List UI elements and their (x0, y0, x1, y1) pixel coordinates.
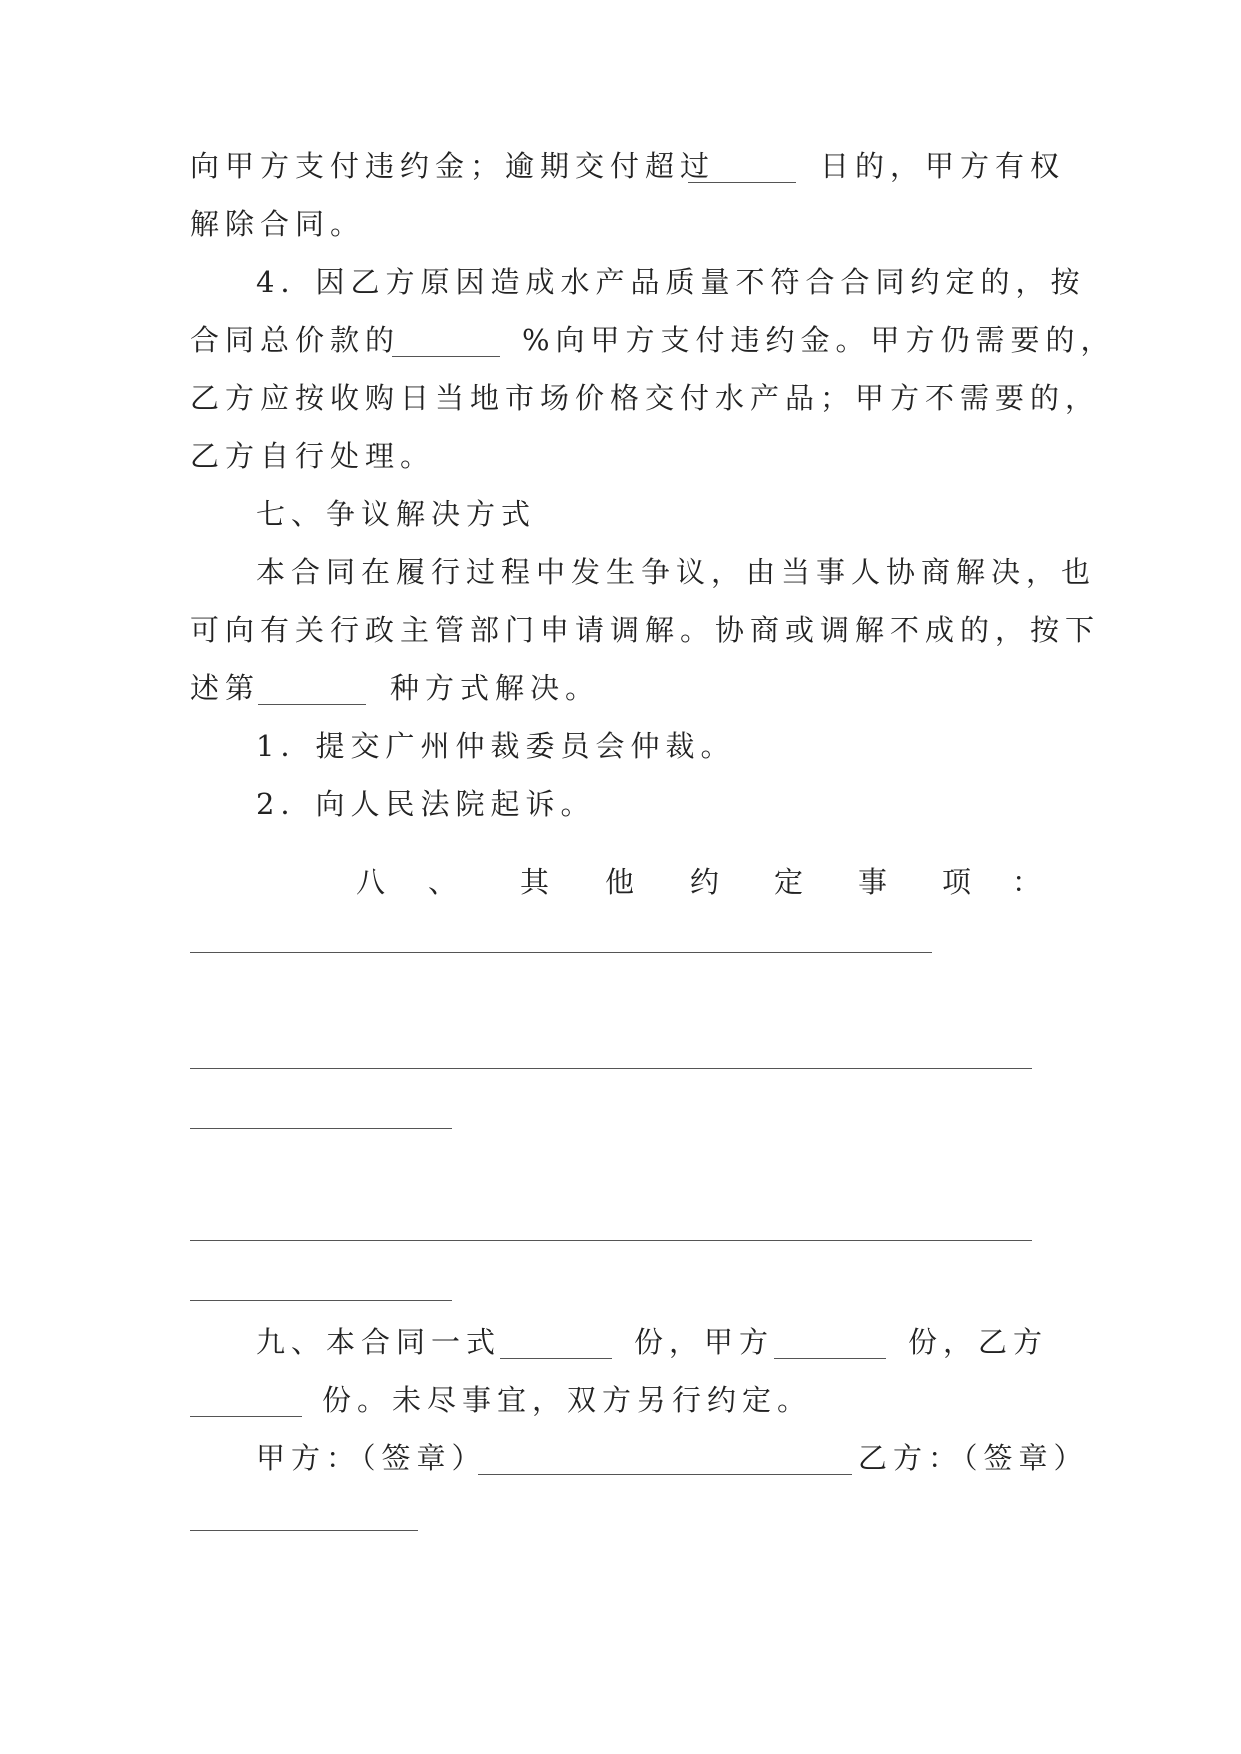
text-segment: 可向有关行政主管部门申请调解。协商或调解不成的，按下 (190, 613, 1101, 647)
heading-char: 、 (428, 865, 464, 899)
paragraph-line (0, 552, 1241, 592)
text-segment: 述第 (190, 671, 261, 705)
paragraph-line (0, 204, 1241, 244)
text-segment: 九、本合同一式 (256, 1325, 502, 1359)
party-b-label: 乙方：（签章） (858, 1441, 1089, 1475)
heading-char: 他 (605, 865, 641, 899)
party-a-label: 甲方：（签章） (256, 1441, 487, 1475)
list-item (0, 726, 1241, 766)
signature-blank (190, 1530, 418, 1531)
text-segment: 份，甲方 (634, 1325, 775, 1359)
blank-rule (190, 1240, 1032, 1241)
paragraph-line (0, 610, 1241, 650)
paragraph-line (0, 436, 1241, 476)
section-heading-spread (0, 862, 1241, 902)
paragraph-line (0, 320, 1241, 360)
text-segment: 份，乙方 (908, 1325, 1049, 1359)
fill-blank (774, 1358, 886, 1359)
signature-blank (478, 1474, 852, 1475)
text-segment: 日的，甲方有权 (820, 149, 1066, 183)
heading-char: 事 (858, 865, 894, 899)
heading-char: 项 (942, 865, 978, 899)
paragraph-line (0, 146, 1241, 186)
fill-blank (190, 1416, 302, 1417)
text-segment: 本合同在履行过程中发生争议，由当事人协商解决，也 (256, 555, 1097, 589)
heading-char: 约 (690, 865, 726, 899)
blank-rule (190, 1068, 1032, 1069)
text-segment: 种方式解决。 (390, 671, 601, 705)
text-segment: 乙方应按收购日当地市场价格交付水产品；甲方不需要的， (190, 381, 1101, 415)
signature-line (0, 1438, 1241, 1478)
text-segment: 1．提交广州仲裁委员会仲裁。 (256, 729, 736, 763)
paragraph-line (0, 378, 1241, 418)
text-segment: 合同总价款的 (190, 323, 401, 357)
blank-rule (190, 952, 932, 953)
heading-char: 定 (774, 865, 810, 899)
text-segment: 份。未尽事宜，双方另行约定。 (322, 1383, 813, 1417)
fill-blank (392, 356, 500, 357)
list-item (0, 784, 1241, 824)
heading-char: 八 (356, 865, 392, 899)
section-heading (0, 494, 1241, 534)
paragraph-line (0, 1322, 1241, 1362)
text-segment: %向甲方支付违约金。甲方仍需要的， (522, 323, 1116, 357)
text-segment: 2．向人民法院起诉。 (256, 787, 596, 821)
blank-rule (190, 1128, 452, 1129)
text-segment: 4．因乙方原因造成水产品质量不符合合同约定的，按 (256, 265, 1086, 299)
paragraph-line (0, 1380, 1241, 1420)
text-segment: 解除合同。 (190, 207, 366, 241)
heading-char: ： (1012, 865, 1048, 899)
fill-blank (688, 182, 796, 183)
fill-blank (258, 704, 366, 705)
text-segment: 乙方自行处理。 (190, 439, 436, 473)
blank-rule (190, 1300, 452, 1301)
heading-char: 其 (520, 865, 556, 899)
text-segment: 七、争议解决方式 (256, 497, 537, 531)
paragraph-line (0, 262, 1241, 302)
text-segment: 向甲方支付违约金；逾期交付超过 (190, 149, 716, 183)
paragraph-line (0, 668, 1241, 708)
fill-blank (500, 1358, 612, 1359)
